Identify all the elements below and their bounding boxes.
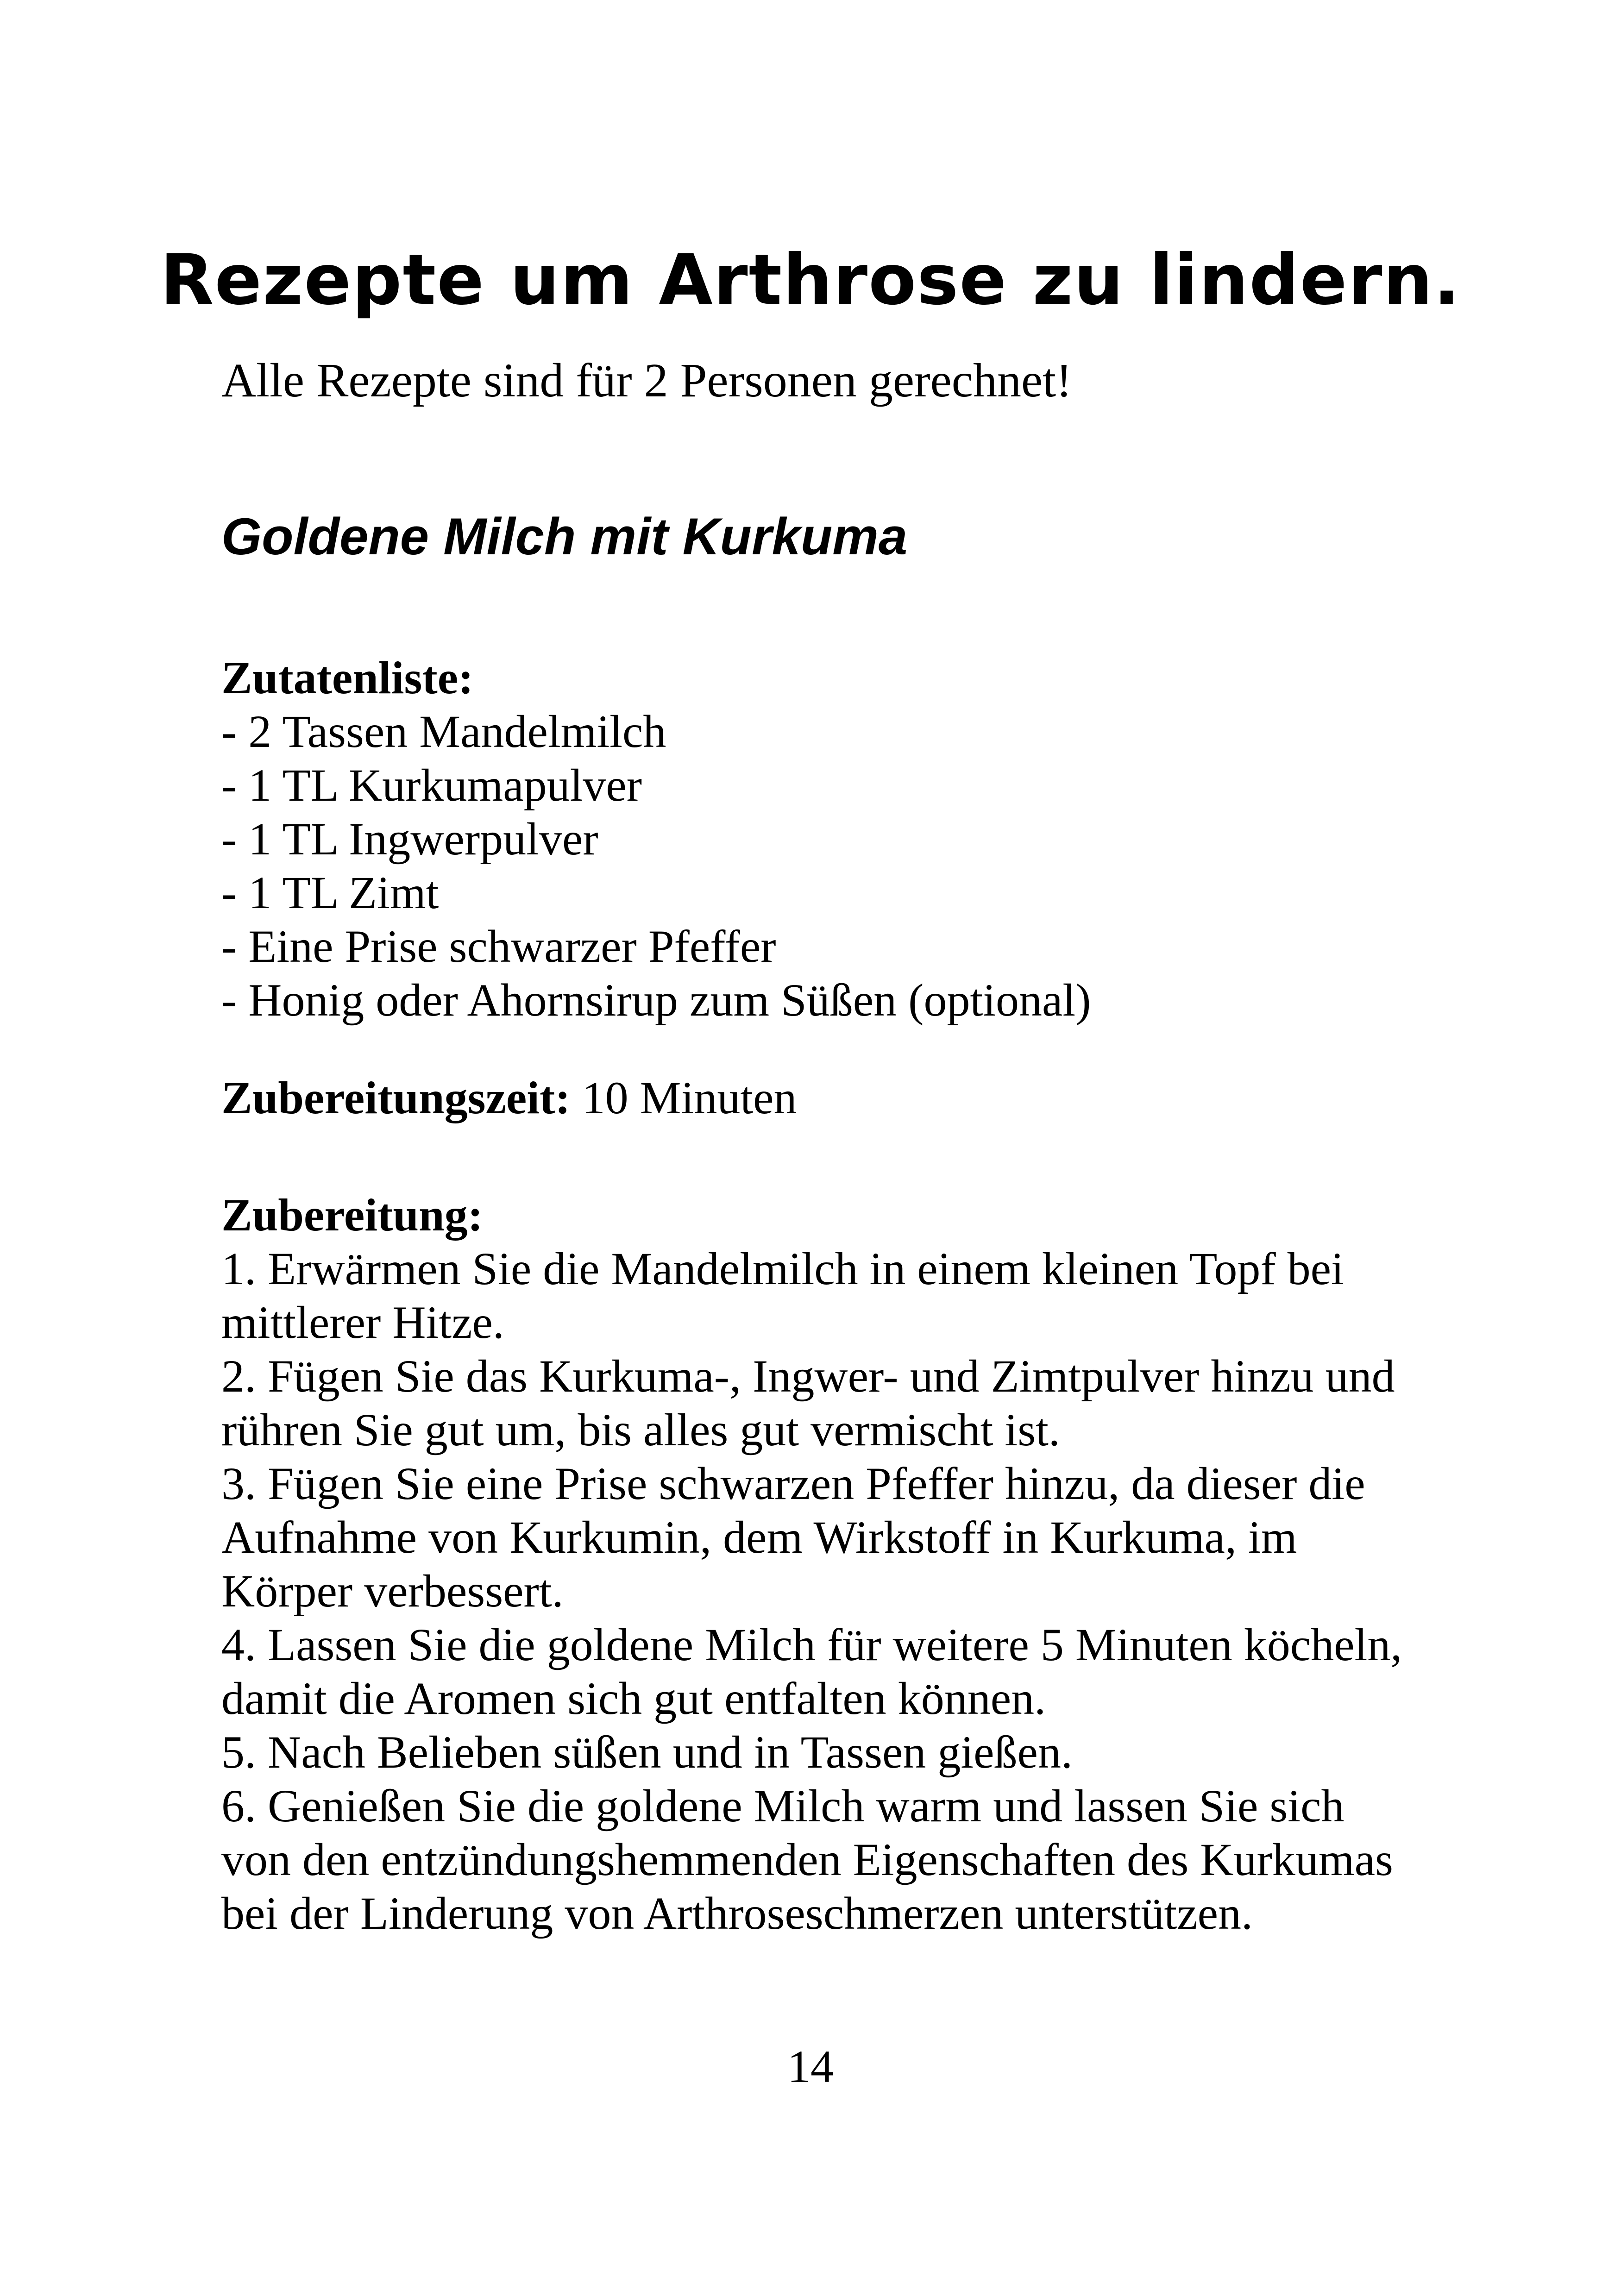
prep-time-value: 10 Minuten — [570, 1072, 797, 1123]
preparation-section — [221, 1188, 1402, 1940]
ingredients-section — [221, 651, 1091, 1027]
intro-text: Alle Rezepte sind für 2 Personen gerechnet! — [221, 354, 1072, 407]
ingredient-item: - 2 Tassen Mandelmilch — [221, 706, 666, 757]
preparation-line: 4. Lassen Sie die goldene Milch für weitere 5 Minuten köcheln, — [221, 1619, 1402, 1670]
prep-time-line — [221, 1071, 797, 1125]
preparation-line: damit die Aromen sich gut entfalten können. — [221, 1673, 1046, 1724]
page-number: 14 — [787, 2041, 834, 2092]
preparation-line: 5. Nach Belieben süßen und in Tassen gießen. — [221, 1726, 1073, 1778]
preparation-line: von den entzündungshemmenden Eigenschaften des Kurkumas — [221, 1834, 1393, 1885]
preparation-line: bei der Linderung von Arthroseschmerzen unterstützen. — [221, 1888, 1253, 1939]
ingredient-item: - 1 TL Kurkumapulver — [221, 759, 642, 811]
preparation-line: 6. Genießen Sie die goldene Milch warm und lassen Sie sich — [221, 1780, 1345, 1832]
ingredient-item: - Eine Prise schwarzer Pfeffer — [221, 921, 776, 972]
preparation-line: 1. Erwärmen Sie die Mandelmilch in einem kleinen Topf bei — [221, 1243, 1344, 1294]
preparation-heading: Zubereitung: — [221, 1189, 483, 1241]
prep-time-label: Zubereitungszeit: — [221, 1072, 571, 1123]
preparation-line: 3. Fügen Sie eine Prise schwarzen Pfeffer hinzu, da dieser die — [221, 1458, 1365, 1509]
preparation-line: rühren Sie gut um, bis alles gut vermischt ist. — [221, 1404, 1060, 1455]
ingredient-item: - 1 TL Ingwerpulver — [221, 813, 598, 865]
ingredient-item: - 1 TL Zimt — [221, 867, 439, 918]
preparation-line: mittlerer Hitze. — [221, 1297, 504, 1348]
preparation-line: Körper verbessert. — [221, 1565, 564, 1617]
recipe-title: Goldene Milch mit Kurkuma — [221, 508, 908, 565]
ingredients-heading: Zutatenliste: — [221, 652, 474, 703]
ingredient-item: - Honig oder Ahornsirup zum Süßen (optional) — [221, 974, 1091, 1026]
preparation-line: 2. Fügen Sie das Kurkuma-, Ingwer- und Zimtpulver hinzu und — [221, 1350, 1395, 1402]
preparation-line: Aufnahme von Kurkumin, dem Wirkstoff in Kurkuma, im — [221, 1512, 1297, 1563]
page-title: Rezepte um Arthrose zu lindern. — [160, 240, 1461, 320]
